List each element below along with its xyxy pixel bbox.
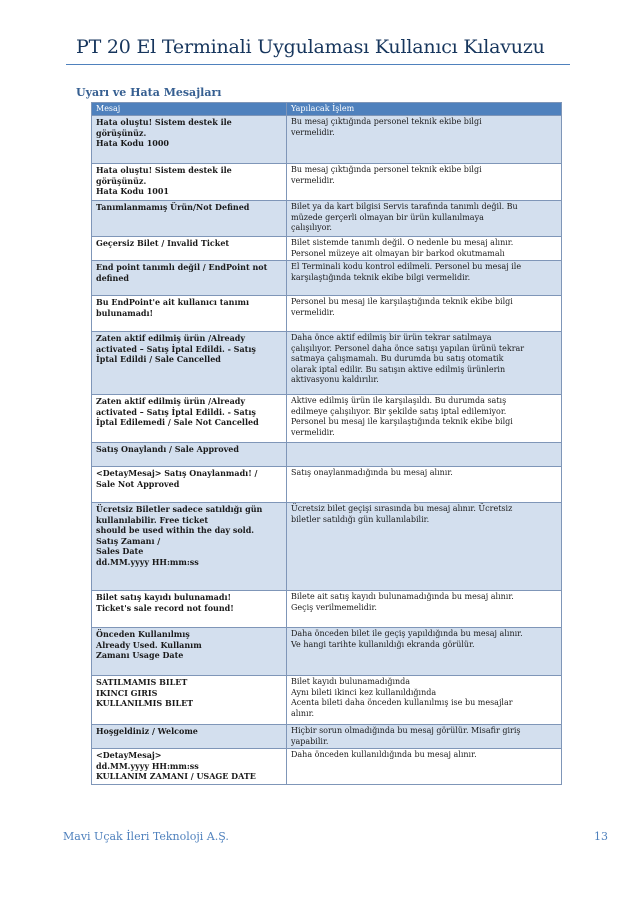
- column-header-message: Mesaj: [92, 103, 287, 116]
- table-row: [92, 503, 562, 591]
- section-heading: Uyarı ve Hata Mesajları: [76, 86, 222, 99]
- action-cell: Personel bu mesaj ile karşılaştığında teknik ekibe bilgi vermelidir.: [287, 296, 562, 332]
- table-row: [92, 296, 562, 332]
- action-cell: Bilet ya da kart bilgisi Servis tarafında tanımlı değil. Bu müzede gerçerli olmayan bir ürün kullanılmaya çalışılıyor.: [287, 201, 562, 237]
- table-row: [92, 395, 562, 443]
- action-cell: Bilet sistemde tanımlı değil. O nedenle bu mesaj alınır. Personel müzeye ait olmayan bir barkod okutmamalı: [287, 237, 562, 261]
- message-cell: Tanımlanmamış Ürün/Not Defined: [92, 201, 287, 237]
- company-footer: Mavi Uçak İleri Teknoloji A.Ş.: [63, 830, 229, 843]
- title-underline: [66, 64, 570, 65]
- action-cell: Bilete ait satış kayıdı bulunamadığında bu mesaj alınır. Geçiş verilmemelidir.: [287, 591, 562, 628]
- page-number: 13: [594, 830, 608, 843]
- table-row: [92, 201, 562, 237]
- document-title: PT 20 El Terminali Uygulaması Kullanıcı Kılavuzu: [76, 36, 545, 58]
- message-cell: <DetayMesaj> dd.MM.yyyy HH:mm:ss KULLANIM ZAMANI / USAGE DATE: [92, 749, 287, 785]
- action-cell: Bu mesaj çıktığında personel teknik ekibe bilgi vermelidir.: [287, 164, 562, 201]
- table-row: [92, 332, 562, 395]
- table-header-row: [92, 103, 562, 116]
- action-cell: El Terminali kodu kontrol edilmeli. Personel bu mesaj ile karşılaştığında teknik ekibe bilgi vermelidir.: [287, 261, 562, 296]
- table-row: [92, 676, 562, 725]
- action-cell: Hiçbir sorun olmadığında bu mesaj görülür. Misafir giriş yapabilir.: [287, 725, 562, 749]
- message-cell: End point tanımlı değil / EndPoint not defined: [92, 261, 287, 296]
- action-cell: Daha önceden bilet ile geçiş yapıldığında bu mesaj alınır. Ve hangi tarihte kullanıldığı ekranda görülür.: [287, 628, 562, 676]
- message-cell: <DetayMesaj> Satış Onaylanmadı! / Sale Not Approved: [92, 467, 287, 503]
- message-cell: Hata oluştu! Sistem destek ile görüşünüz. Hata Kodu 1000: [92, 116, 287, 164]
- action-cell: Daha önceden kullanıldığında bu mesaj alınır.: [287, 749, 562, 785]
- message-cell: Bilet satış kayıdı bulunamadı! Ticket's sale record not found!: [92, 591, 287, 628]
- table-row: [92, 116, 562, 164]
- table-row: [92, 725, 562, 749]
- table-row: [92, 591, 562, 628]
- message-cell: Ücretsiz Biletler sadece satıldığı gün kullanılabilir. Free ticket should be used within the day sold. Satış Zamanı / Sales Date dd.MM.yyyy HH:mm:ss: [92, 503, 287, 591]
- table-row: [92, 467, 562, 503]
- table-row: [92, 261, 562, 296]
- message-cell: Hata oluştu! Sistem destek ile görüşünüz. Hata Kodu 1001: [92, 164, 287, 201]
- action-cell: Satış onaylanmadığında bu mesaj alınır.: [287, 467, 562, 503]
- messages-table: [91, 102, 562, 785]
- table-row: [92, 443, 562, 467]
- table-row: [92, 628, 562, 676]
- action-cell: Bu mesaj çıktığında personel teknik ekibe bilgi vermelidir.: [287, 116, 562, 164]
- action-cell: [287, 443, 562, 467]
- action-cell: Ücretsiz bilet geçişi sırasında bu mesaj alınır. Ücretsiz biletler satıldığı gün kullanılabilir.: [287, 503, 562, 591]
- column-header-action: Yapılacak İşlem: [287, 103, 562, 116]
- message-cell: Geçersiz Bilet / Invalid Ticket: [92, 237, 287, 261]
- table-row: [92, 164, 562, 201]
- table-row: [92, 237, 562, 261]
- message-cell: Önceden Kullanılmış Already Used. Kullanım Zamanı Usage Date: [92, 628, 287, 676]
- message-cell: Zaten aktif edilmiş ürün /Already activated – Satış İptal Edildi. - Satış İptal Edilemedi / Sale Not Cancelled: [92, 395, 287, 443]
- message-cell: Zaten aktif edilmiş ürün /Already activated – Satış İptal Edildi. - Satış İptal Edildi / Sale Cancelled: [92, 332, 287, 395]
- message-cell: Hoşgeldiniz / Welcome: [92, 725, 287, 749]
- message-cell: Satış Onaylandı / Sale Approved: [92, 443, 287, 467]
- action-cell: Aktive edilmiş ürün ile karşılaşıldı. Bu durumda satış edilmeye çalışılıyor. Bir şekilde satış iptal edilemiyor. Personel bu mesaj ile karşılaştığında teknik ekibe bilgi vermelidir.: [287, 395, 562, 443]
- action-cell: Daha önce aktif edilmiş bir ürün tekrar satılmaya çalışılıyor. Personel daha önce satışı yapılan ürünü tekrar satmaya çalışmamalı. Bu durumda bu satış otomatik olarak iptal edilir. Bu satışın aktive edilmiş ürünlerin aktivasyonu kaldırılır.: [287, 332, 562, 395]
- message-cell: SATILMAMIS BILET IKINCI GIRIS KULLANILMIS BILET: [92, 676, 287, 725]
- action-cell: Bilet kayıdı bulunamadığında Aynı bileti ikinci kez kullanıldığında Acenta bileti daha önceden kullanılmış ise bu mesajlar alınır.: [287, 676, 562, 725]
- table-row: [92, 749, 562, 785]
- message-cell: Bu EndPoint'e ait kullanıcı tanımı bulunamadı!: [92, 296, 287, 332]
